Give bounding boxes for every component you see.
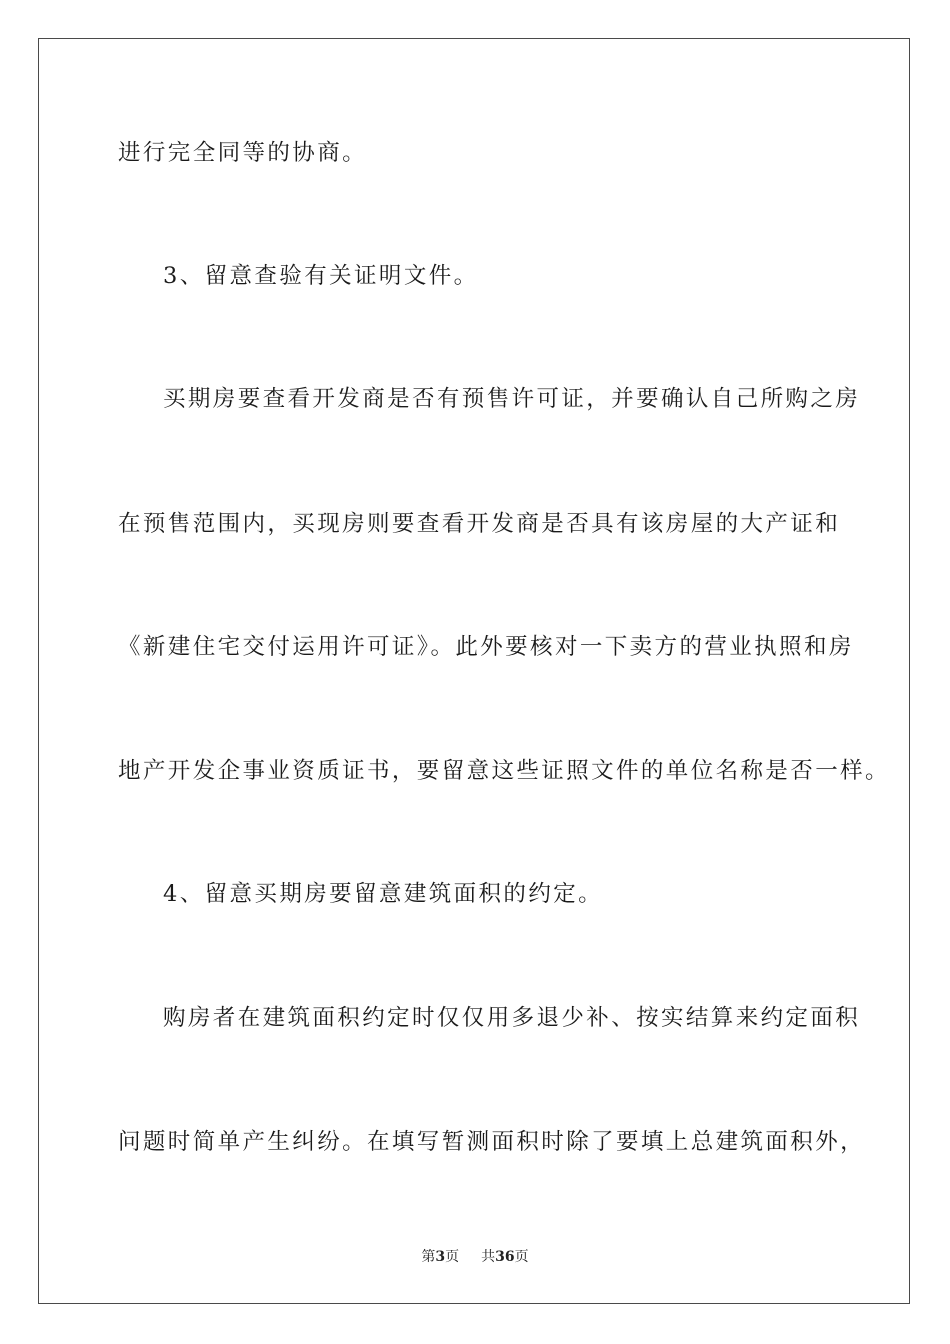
page-number: 3 <box>435 1249 446 1265</box>
total-prefix: 共 <box>481 1249 496 1265</box>
paragraph-line: 购房者在建筑面积约定时仅仅用多退少补、按实结算来约定面积 <box>163 1005 861 1031</box>
total-pages: 36 <box>495 1249 515 1265</box>
text-line: 地产开发企事业资质证书，要留意这些证照文件的单位名称是否一样。 <box>118 758 890 784</box>
text-line: 问题时简单产生纠纷。在填写暂测面积时除了要填上总建筑面积外， <box>118 1129 866 1155</box>
section-heading-4: 4、留意买期房要留意建筑面积的约定。 <box>163 881 604 907</box>
text-line: 进行完全同等的协商。 <box>118 140 368 166</box>
page-suffix: 页 <box>445 1249 460 1265</box>
paragraph-line: 买期房要查看开发商是否有预售许可证，并要确认自己所购之房 <box>163 386 861 412</box>
page-border <box>38 38 910 1304</box>
total-suffix: 页 <box>514 1249 529 1265</box>
text-line: 在预售范围内，买现房则要查看开发商是否具有该房屋的大产证和 <box>118 511 841 537</box>
section-heading-3: 3、留意查验有关证明文件。 <box>163 263 479 289</box>
page-footer <box>0 1245 950 1269</box>
text-line: 《新建住宅交付运用许可证》。此外要核对一下卖方的营业执照和房 <box>118 634 854 660</box>
page-prefix: 第 <box>421 1249 436 1265</box>
